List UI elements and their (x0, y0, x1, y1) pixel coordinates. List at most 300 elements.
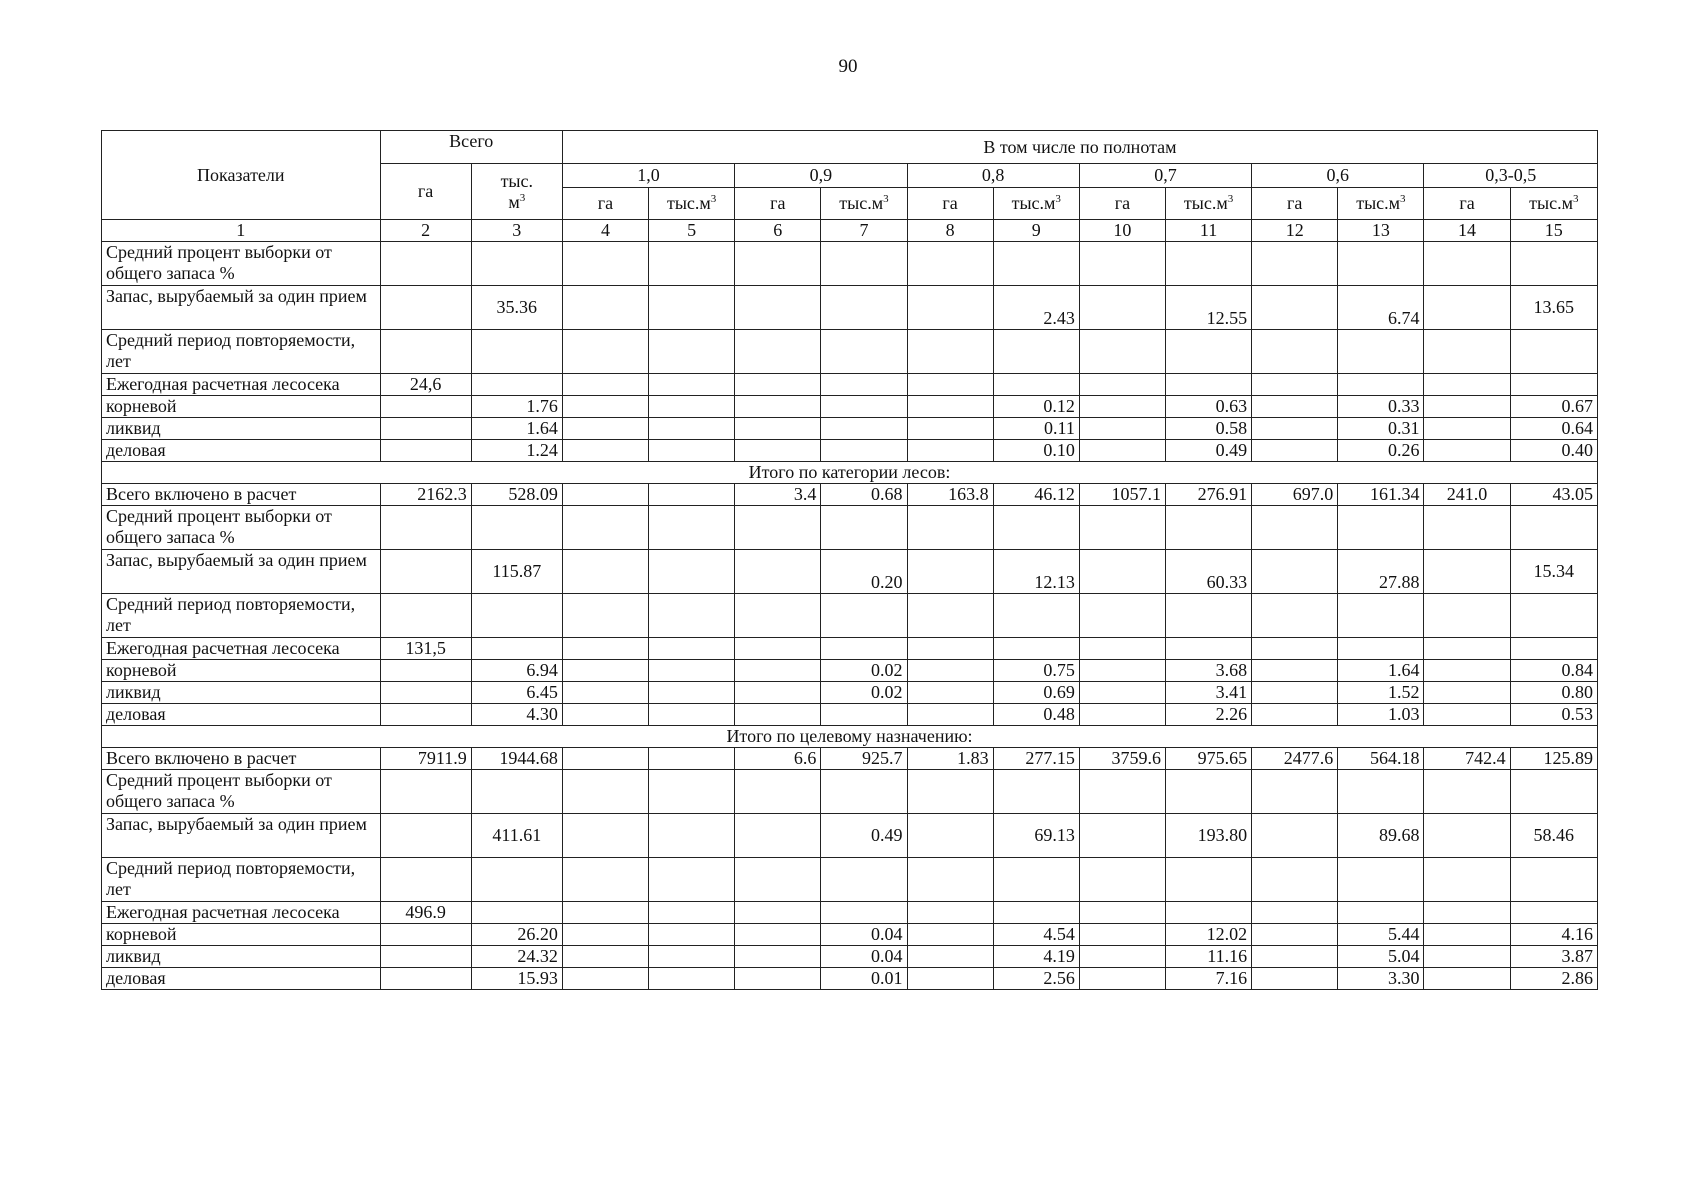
data-cell (907, 858, 993, 902)
data-cell: 0.02 (821, 660, 907, 682)
data-cell (562, 330, 648, 374)
data-cell: 697.0 (1252, 484, 1338, 506)
data-cell: 4.30 (471, 704, 562, 726)
data-cell (1424, 902, 1510, 924)
table-row (102, 506, 1598, 550)
data-cell (821, 242, 907, 286)
header-density-4: 0,7 (1079, 164, 1251, 188)
data-cell: 2.86 (1510, 968, 1597, 990)
data-cell (1079, 396, 1165, 418)
data-cell (1079, 924, 1165, 946)
data-cell (1165, 330, 1251, 374)
data-cell (735, 814, 821, 858)
unit-ha-cell: га (735, 188, 821, 220)
data-cell (907, 286, 993, 330)
row-label: Средний период повторяемости, лет (102, 858, 381, 902)
data-cell (821, 704, 907, 726)
data-cell (1338, 858, 1424, 902)
data-cell: 1.64 (471, 418, 562, 440)
data-cell (649, 748, 735, 770)
data-cell (649, 506, 735, 550)
data-cell (380, 550, 471, 594)
data-cell (649, 638, 735, 660)
header-density-1: 1,0 (562, 164, 734, 188)
unit-volume-cell: $тыс.м^3$ (1510, 188, 1597, 220)
data-cell (562, 858, 648, 902)
data-cell (649, 330, 735, 374)
data-cell: 69.13 (993, 814, 1079, 858)
data-cell (380, 704, 471, 726)
data-cell (1424, 770, 1510, 814)
row-label: Запас, вырубаемый за один прием (102, 814, 381, 858)
row-label: ликвид (102, 682, 381, 704)
data-cell (1424, 814, 1510, 858)
data-cell (1165, 638, 1251, 660)
row-label: Средний период повторяемости, лет (102, 330, 381, 374)
data-cell (1424, 506, 1510, 550)
data-cell: 742.4 (1424, 748, 1510, 770)
data-cell (907, 660, 993, 682)
data-cell (1424, 660, 1510, 682)
data-cell (471, 770, 562, 814)
table-row (102, 374, 1598, 396)
unit-ha-cell: га (907, 188, 993, 220)
data-cell (735, 286, 821, 330)
data-cell (562, 968, 648, 990)
data-cell: 3.68 (1165, 660, 1251, 682)
data-cell: 0.12 (993, 396, 1079, 418)
data-cell (562, 418, 648, 440)
data-cell: 0.20 (821, 550, 907, 594)
data-cell (735, 242, 821, 286)
data-cell (1338, 506, 1424, 550)
data-cell: 15.93 (471, 968, 562, 990)
section-title: Итого по категории лесов: (102, 462, 1598, 484)
row-label: Ежегодная расчетная лесосека (102, 374, 381, 396)
unit-volume-cell: $тыс.м^3$ (1165, 188, 1251, 220)
data-cell (1252, 660, 1338, 682)
data-cell: 1.52 (1338, 682, 1424, 704)
data-cell (1424, 396, 1510, 418)
data-cell (562, 638, 648, 660)
data-cell (1252, 704, 1338, 726)
column-number-cell: 10 (1079, 220, 1165, 242)
unit-volume-cell: $тыс.м^3$ (821, 188, 907, 220)
row-label: Запас, вырубаемый за один прием (102, 286, 381, 330)
table-row (102, 396, 1598, 418)
data-cell: 24.32 (471, 946, 562, 968)
data-cell (821, 440, 907, 462)
data-cell (1338, 770, 1424, 814)
table-row (102, 594, 1598, 638)
row-label: Средний процент выборки от общего запаса % (102, 242, 381, 286)
page-number: 90 (838, 56, 858, 77)
data-cell (735, 374, 821, 396)
data-cell (1252, 682, 1338, 704)
data-cell: 6.6 (735, 748, 821, 770)
data-cell: 0.33 (1338, 396, 1424, 418)
row-label: Запас, вырубаемый за один прием (102, 550, 381, 594)
data-cell: 1.24 (471, 440, 562, 462)
data-cell: 277.15 (993, 748, 1079, 770)
data-cell: 163.8 (907, 484, 993, 506)
data-cell: 0.31 (1338, 418, 1424, 440)
data-cell (907, 550, 993, 594)
data-cell (1079, 506, 1165, 550)
data-cell: 0.68 (821, 484, 907, 506)
data-cell (1510, 506, 1597, 550)
data-cell (649, 550, 735, 594)
header-by-density: В том числе по полнотам (562, 131, 1597, 164)
data-cell (1079, 968, 1165, 990)
data-cell (562, 946, 648, 968)
data-cell (907, 814, 993, 858)
data-cell (1338, 902, 1424, 924)
data-cell: 0.26 (1338, 440, 1424, 462)
data-cell (471, 902, 562, 924)
data-cell (993, 374, 1079, 396)
data-cell (993, 242, 1079, 286)
data-cell (1424, 374, 1510, 396)
table-row (102, 902, 1598, 924)
column-number-cell: 7 (821, 220, 907, 242)
data-cell (1338, 638, 1424, 660)
data-cell: 496.9 (380, 902, 471, 924)
data-cell (1252, 330, 1338, 374)
data-cell: 27.88 (1338, 550, 1424, 594)
data-cell (735, 704, 821, 726)
data-cell: 925.7 (821, 748, 907, 770)
data-cell: 0.01 (821, 968, 907, 990)
header-density-5: 0,6 (1252, 164, 1424, 188)
data-cell (649, 814, 735, 858)
data-cell (1252, 440, 1338, 462)
data-cell: 0.48 (993, 704, 1079, 726)
data-cell (380, 242, 471, 286)
table-row (102, 440, 1598, 462)
data-cell (1165, 242, 1251, 286)
row-label: Всего включено в расчет (102, 484, 381, 506)
data-cell (735, 506, 821, 550)
data-cell (1338, 594, 1424, 638)
data-cell (1165, 770, 1251, 814)
data-cell: 5.44 (1338, 924, 1424, 946)
data-cell: 2.56 (993, 968, 1079, 990)
data-cell (1079, 418, 1165, 440)
data-cell: 2.43 (993, 286, 1079, 330)
column-number-cell: 5 (649, 220, 735, 242)
data-cell: 564.18 (1338, 748, 1424, 770)
data-cell (649, 946, 735, 968)
header-total: Всего (380, 131, 562, 164)
data-cell (1079, 330, 1165, 374)
column-number-cell: 9 (993, 220, 1079, 242)
data-cell (1165, 374, 1251, 396)
table-row (102, 946, 1598, 968)
data-cell (1079, 814, 1165, 858)
data-cell (562, 902, 648, 924)
data-cell (1079, 770, 1165, 814)
data-cell: 115.87 (471, 550, 562, 594)
data-cell (1424, 418, 1510, 440)
data-cell (1079, 638, 1165, 660)
data-cell: 7911.9 (380, 748, 471, 770)
data-cell (471, 374, 562, 396)
data-cell: 4.54 (993, 924, 1079, 946)
data-cell (562, 660, 648, 682)
data-cell: 0.64 (1510, 418, 1597, 440)
data-cell (1079, 286, 1165, 330)
data-cell: 1944.68 (471, 748, 562, 770)
data-cell (649, 924, 735, 946)
data-cell (1424, 594, 1510, 638)
data-cell (821, 286, 907, 330)
cutting-volume-table (101, 130, 1598, 990)
data-cell (1079, 858, 1165, 902)
data-cell (1252, 946, 1338, 968)
column-number-cell: 2 (380, 220, 471, 242)
data-cell: 3.4 (735, 484, 821, 506)
data-cell (1338, 330, 1424, 374)
row-label: деловая (102, 968, 381, 990)
unit-volume-cell: $тыс.м^3$ (649, 188, 735, 220)
data-cell: 12.02 (1165, 924, 1251, 946)
row-label: ликвид (102, 418, 381, 440)
table-row (102, 858, 1598, 902)
data-cell (1079, 902, 1165, 924)
data-cell (562, 924, 648, 946)
data-cell (471, 858, 562, 902)
data-cell (562, 440, 648, 462)
data-cell (735, 440, 821, 462)
data-cell: 6.74 (1338, 286, 1424, 330)
data-cell: 13.65 (1510, 286, 1597, 330)
data-cell (380, 770, 471, 814)
data-cell: 11.16 (1165, 946, 1251, 968)
data-cell (649, 418, 735, 440)
data-cell: 0.75 (993, 660, 1079, 682)
data-cell (471, 638, 562, 660)
data-cell (471, 506, 562, 550)
data-cell (735, 660, 821, 682)
data-cell: 4.16 (1510, 924, 1597, 946)
data-cell (821, 594, 907, 638)
table-row (102, 484, 1598, 506)
unit-ha-cell: га (1424, 188, 1510, 220)
data-cell: 125.89 (1510, 748, 1597, 770)
data-cell: 2477.6 (1252, 748, 1338, 770)
column-number-cell: 1 (102, 220, 381, 242)
data-cell: 35.36 (471, 286, 562, 330)
table-row (102, 242, 1598, 286)
data-cell (1424, 704, 1510, 726)
data-cell (1252, 924, 1338, 946)
data-cell: 60.33 (1165, 550, 1251, 594)
column-number-cell: 8 (907, 220, 993, 242)
data-cell (649, 968, 735, 990)
data-cell (649, 374, 735, 396)
table-row (102, 770, 1598, 814)
data-cell (821, 638, 907, 660)
data-cell (380, 396, 471, 418)
data-cell (1079, 660, 1165, 682)
data-cell: 1.64 (1338, 660, 1424, 682)
data-cell (1252, 638, 1338, 660)
data-cell: 24,6 (380, 374, 471, 396)
data-cell (1079, 682, 1165, 704)
header-density-6: 0,3-0,5 (1424, 164, 1598, 188)
data-cell (821, 396, 907, 418)
row-label: корневой (102, 396, 381, 418)
data-cell (380, 814, 471, 858)
data-cell: 89.68 (1338, 814, 1424, 858)
data-cell (649, 770, 735, 814)
table-row (102, 704, 1598, 726)
data-cell (1424, 968, 1510, 990)
data-cell (735, 946, 821, 968)
data-cell (1252, 858, 1338, 902)
data-cell: 0.67 (1510, 396, 1597, 418)
data-cell (907, 418, 993, 440)
data-cell: 0.53 (1510, 704, 1597, 726)
data-cell (1252, 550, 1338, 594)
data-cell (1252, 770, 1338, 814)
data-cell: 1.76 (471, 396, 562, 418)
data-cell (993, 506, 1079, 550)
data-cell (380, 660, 471, 682)
data-cell (380, 924, 471, 946)
data-cell (993, 770, 1079, 814)
column-number-cell: 14 (1424, 220, 1510, 242)
data-cell: 4.19 (993, 946, 1079, 968)
data-cell (1424, 946, 1510, 968)
data-cell (1252, 968, 1338, 990)
data-cell: 3.30 (1338, 968, 1424, 990)
data-cell: 0.58 (1165, 418, 1251, 440)
data-cell (380, 506, 471, 550)
data-cell (735, 550, 821, 594)
data-cell (821, 374, 907, 396)
data-cell (562, 748, 648, 770)
row-label: корневой (102, 660, 381, 682)
data-cell (649, 484, 735, 506)
data-cell: 2.26 (1165, 704, 1251, 726)
data-cell (735, 330, 821, 374)
data-cell (380, 594, 471, 638)
data-cell (1510, 374, 1597, 396)
data-cell (562, 374, 648, 396)
data-cell (1252, 242, 1338, 286)
data-cell: 411.61 (471, 814, 562, 858)
data-cell: 161.34 (1338, 484, 1424, 506)
data-cell (562, 770, 648, 814)
data-cell: 43.05 (1510, 484, 1597, 506)
data-cell: 0.49 (1165, 440, 1251, 462)
data-cell: 3.41 (1165, 682, 1251, 704)
section-row (102, 462, 1598, 484)
data-cell (907, 594, 993, 638)
data-cell: 26.20 (471, 924, 562, 946)
data-cell (907, 396, 993, 418)
data-cell (1510, 638, 1597, 660)
data-cell: 528.09 (471, 484, 562, 506)
data-cell (1079, 704, 1165, 726)
column-number-cell: 12 (1252, 220, 1338, 242)
data-cell (562, 550, 648, 594)
data-cell: 1057.1 (1079, 484, 1165, 506)
data-cell (1252, 286, 1338, 330)
data-cell (471, 242, 562, 286)
data-cell (993, 858, 1079, 902)
header-column-numbers (102, 220, 1598, 242)
data-cell (562, 682, 648, 704)
data-cell (735, 682, 821, 704)
data-cell (907, 946, 993, 968)
row-label: деловая (102, 704, 381, 726)
data-cell (1165, 902, 1251, 924)
data-cell (562, 484, 648, 506)
data-cell (1510, 858, 1597, 902)
data-cell (649, 286, 735, 330)
unit-ha-cell: га (562, 188, 648, 220)
data-cell (907, 968, 993, 990)
data-cell (735, 594, 821, 638)
data-cell (1338, 374, 1424, 396)
data-cell (1079, 594, 1165, 638)
data-cell (1079, 946, 1165, 968)
column-number-cell: 11 (1165, 220, 1251, 242)
data-cell (907, 770, 993, 814)
data-cell (1252, 506, 1338, 550)
data-cell (1424, 286, 1510, 330)
data-cell (1165, 594, 1251, 638)
data-cell (1165, 506, 1251, 550)
data-cell (649, 682, 735, 704)
data-cell: 0.63 (1165, 396, 1251, 418)
data-cell (1510, 902, 1597, 924)
data-cell (649, 902, 735, 924)
data-cell (562, 814, 648, 858)
data-cell: 0.02 (821, 682, 907, 704)
data-cell (907, 682, 993, 704)
data-cell (649, 858, 735, 902)
row-label: деловая (102, 440, 381, 462)
data-cell (735, 902, 821, 924)
data-cell (993, 902, 1079, 924)
data-cell (907, 924, 993, 946)
data-cell (907, 374, 993, 396)
column-number-cell: 15 (1510, 220, 1597, 242)
data-cell (907, 704, 993, 726)
data-cell (380, 418, 471, 440)
row-label: Средний процент выборки от общего запаса % (102, 506, 381, 550)
data-cell: 241.0 (1424, 484, 1510, 506)
table-row (102, 968, 1598, 990)
table-row (102, 814, 1598, 858)
row-label: ликвид (102, 946, 381, 968)
data-cell: 3759.6 (1079, 748, 1165, 770)
data-cell (735, 770, 821, 814)
table-row (102, 550, 1598, 594)
header-indicators: Показатели (102, 131, 381, 220)
data-cell (1510, 770, 1597, 814)
data-cell (735, 924, 821, 946)
data-cell: 0.11 (993, 418, 1079, 440)
data-cell (562, 286, 648, 330)
column-number-cell: 6 (735, 220, 821, 242)
data-cell: 0.84 (1510, 660, 1597, 682)
data-cell (1424, 550, 1510, 594)
